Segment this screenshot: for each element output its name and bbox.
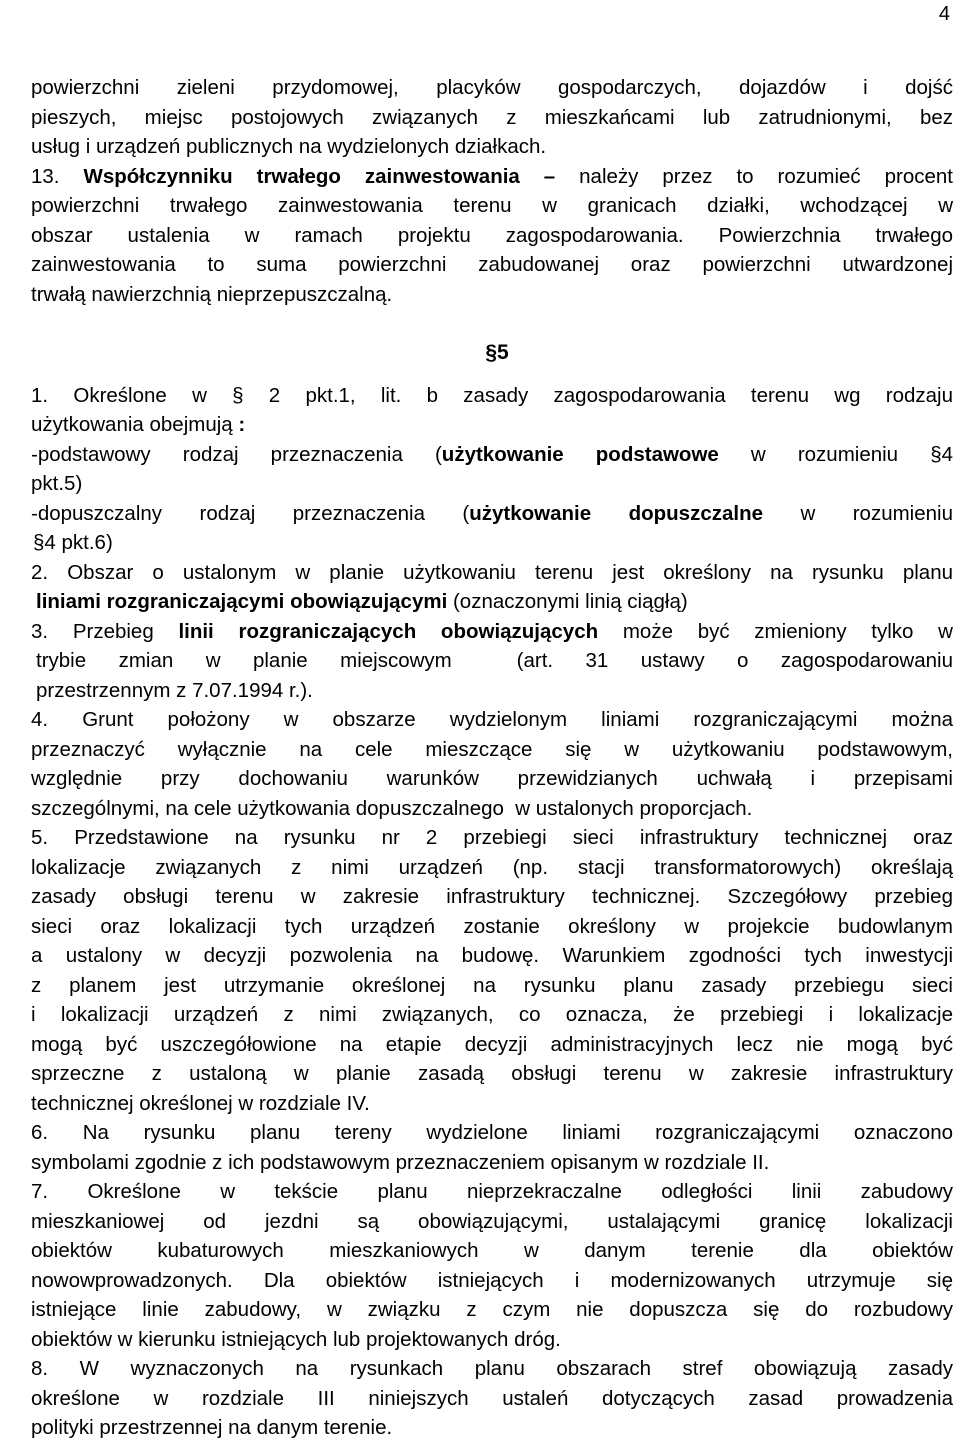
colon: : (238, 413, 246, 436)
point-number: 7. (31, 1180, 49, 1203)
text-line: mieszkaniowej od jezdni są obowiązującymi, ustalającymi granicę lokalizacji (31, 1209, 953, 1233)
text-line: technicznej określonej w rozdziale IV. (31, 1091, 370, 1115)
text-line: powierzchni zieleni przydomowej, placyków gospodarczych, dojazdów i dojść (31, 76, 953, 99)
point-text: w rozumieniu §4 (718, 442, 953, 466)
text-line (31, 558, 953, 588)
text-line: i lokalizacji urządzeń z nimi związanych, co oznacza, że przebiegi i lokalizacje (31, 1003, 953, 1026)
defined-term: Współczynniku trwałego zainwestowania (83, 164, 520, 188)
text-line (31, 381, 953, 411)
text-line: istniejące linie zabudowy, w związku z czym nie dopuszcza się do rozbudowy (31, 1298, 953, 1321)
text-line: pieszych, miejsc postojowych związanych z mieszkańcami lub zatrudnionymi, bez (31, 105, 953, 129)
bold-term: użytkowanie podstawowe (441, 442, 719, 466)
point-text: Na rysunku planu tereny wydzielone liniami rozgraniczającymi oznaczono (82, 1121, 953, 1144)
point-text: Określone w tekście planu nieprzekraczalne odległości linii zabudowy (87, 1180, 953, 1203)
point-text: -podstawowy rodzaj przeznaczenia ( (31, 442, 442, 466)
point-8 (31, 1354, 953, 1443)
point-3 (31, 617, 953, 706)
point-number: 3. (31, 619, 49, 643)
point-text: Przedstawione na rysunku nr 2 przebiegi sieci infrastruktury technicznej oraz (74, 826, 953, 849)
text-line: obiektów w kierunku istniejących lub projektowanych dróg. (31, 1327, 561, 1351)
text-line: a ustalony w decyzji pozwolenia na budowę. Warunkiem zgodności tych inwestycji (31, 944, 953, 967)
point-1 (31, 381, 953, 558)
text-line: szczególnymi, na cele użytkowania dopuszczalnego w ustalonych proporcjach. (31, 796, 753, 820)
point-number: 6. (31, 1121, 49, 1144)
text-line: sieci oraz lokalizacji tych urządzeń zostanie określony w projekcie budowlanym (31, 914, 953, 938)
text-line: określone w rozdziale III niniejszych ustaleń dotyczących zasad prowadzenia (31, 1386, 953, 1410)
text-line: przestrzennym z 7.07.1994 r.). (36, 678, 313, 702)
text-line: polityki przestrzennej na danym terenie. (31, 1416, 393, 1439)
text-line: §4 pkt.6) (33, 531, 113, 554)
point-5 (31, 823, 953, 1118)
definition-text: należy przez to rozumieć procent (579, 164, 954, 188)
text-line: mogą być uszczegółowione na etapie decyzji administracyjnych lecz nie mogą być (31, 1032, 953, 1056)
point-number: 2. (31, 560, 49, 584)
text-line: obszar ustalenia w ramach projektu zagospodarowania. Powierzchnia trwałego (31, 223, 953, 247)
text-line: zasady obsługi terenu w zakresie infrastruktury technicznej. Szczegółowy przebieg (31, 885, 953, 908)
bold-term: linii rozgraniczających obowiązujących (178, 619, 599, 643)
text-line (31, 1177, 953, 1207)
point-7 (31, 1177, 953, 1354)
point-2 (31, 558, 953, 617)
text-line (31, 1354, 953, 1384)
point-text: Obszar o ustalonym w planie użytkowaniu terenu jest określony na rysunku planu (67, 560, 954, 584)
point-6 (31, 1118, 953, 1177)
point-number: 1. (31, 383, 49, 407)
text-line (31, 617, 953, 647)
text-line: obiektów kubaturowych mieszkaniowych w danym terenie dla obiektów (31, 1239, 953, 1262)
text-line: sprzeczne z ustaloną w planie zasadą obsługi terenu w zakresie infrastruktury (31, 1062, 953, 1085)
document-body (31, 73, 953, 1443)
point-4 (31, 705, 953, 823)
intro-paragraph (31, 73, 953, 162)
definition-item-13 (31, 162, 953, 310)
point-text: -dopuszczalny rodzaj przeznaczenia ( (31, 501, 470, 525)
point-text: Grunt położony w obszarze wydzielonym liniami rozgraniczającymi można (82, 708, 953, 731)
text-line: zainwestowania to suma powierzchni zabudowanej oraz powierzchni utwardzonej (31, 253, 953, 276)
text-line: lokalizacje związanych z nimi urządzeń (np. stacji transformatorowych) określają (31, 855, 953, 879)
point-number: 5. (31, 826, 49, 849)
text-line: symbolami zgodnie z ich podstawowym przeznaczeniem opisanym w rozdziale II. (31, 1150, 770, 1174)
point-number: 8. (31, 1357, 49, 1380)
text-line (31, 162, 953, 192)
text-line: względnie przy dochowaniu warunków przewidzianych uchwałą i przepisami (31, 767, 953, 790)
text-line (31, 1118, 953, 1148)
point-text: użytkowania obejmują (31, 413, 233, 436)
text-line: pkt.5) (31, 472, 83, 495)
point-text: w rozumieniu (763, 501, 953, 525)
text-line: usług i urządzeń publicznych na wydzielonych działkach. (31, 135, 547, 158)
text-line (31, 705, 953, 735)
text-line (31, 823, 953, 853)
text-line (31, 499, 953, 529)
page-number: 4 (938, 3, 950, 25)
text-line (31, 587, 953, 617)
text-line: trwałą nawierzchnią nieprzepuszczalną. (31, 282, 393, 306)
section-heading: §5 (485, 341, 509, 364)
text-line: powierzchni trwałego zainwestowania terenu w granicach działki, wchodzącej w (31, 194, 953, 217)
point-text: Określone w § 2 pkt.1, lit. b zasady zagospodarowania terenu wg rodzaju (73, 383, 953, 407)
text-line: trybie zmian w planie miejscowym (art. 31 ustawy o zagospodarowaniu (36, 649, 953, 672)
point-text: może być zmieniony tylko w (598, 619, 953, 643)
point-text: Przebieg (72, 619, 179, 643)
bold-term: liniami rozgraniczającymi obowiązującymi (36, 590, 448, 613)
text-line (31, 440, 953, 470)
text-line: przeznaczyć wyłącznie na cele mieszczące się w użytkowaniu podstawowym, (31, 737, 953, 761)
point-text: W wyznaczonych na rysunkach planu obszarach stref obowiązują zasady (79, 1357, 953, 1380)
bold-term: użytkowanie dopuszczalne (469, 501, 764, 525)
term-dash: – (543, 164, 556, 188)
point-text: (oznaczonymi linią ciągłą) (447, 590, 688, 613)
point-number: 4. (31, 708, 49, 731)
text-line: z planem jest utrzymanie określonej na rysunku planu zasady przebiegu sieci (31, 973, 953, 997)
text-line: nowowprowadzonych. Dla obiektów istniejących i modernizowanych utrzymuje się (31, 1268, 953, 1292)
text-line (31, 410, 953, 440)
item-number: 13. (31, 164, 60, 188)
